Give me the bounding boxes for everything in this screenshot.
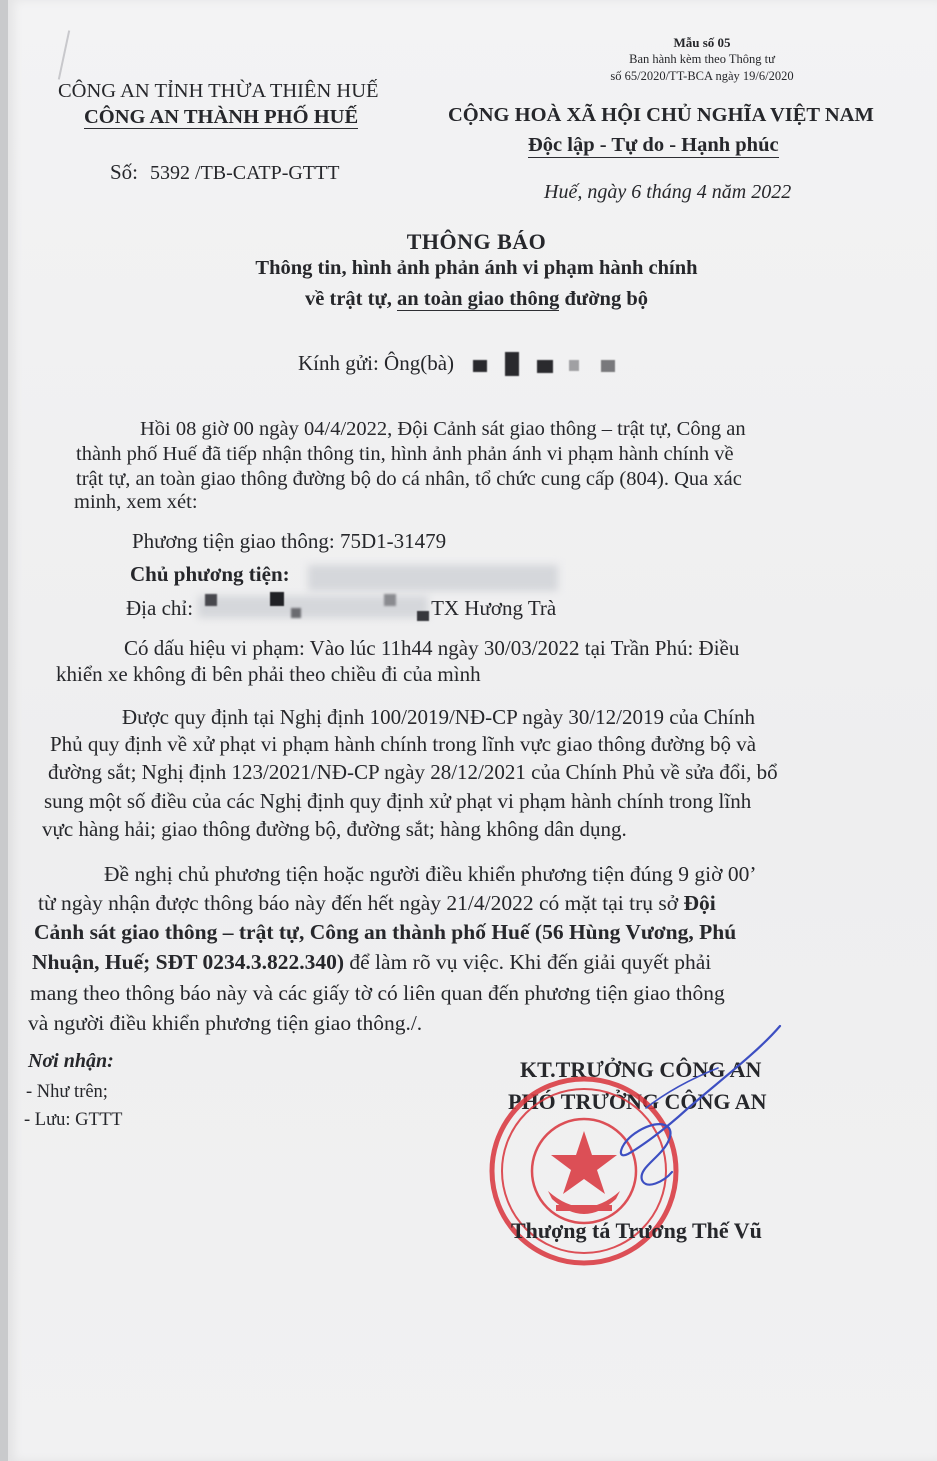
regulation-line: Phủ quy định về xử phạt vi phạm hành chính trong lĩnh vực giao thông đường bộ và (50, 732, 757, 756)
recipient-item: - Lưu: GTTT (24, 1110, 123, 1130)
paper-crease (58, 30, 70, 79)
regulation-line: Được quy định tại Nghị định 100/2019/NĐ-CP ngày 30/12/2019 của Chính (122, 705, 756, 729)
document-title: THÔNG BÁO (406, 229, 547, 254)
recipient-item: - Như trên; (26, 1082, 108, 1102)
recipients-heading: Nơi nhận: (28, 1050, 114, 1072)
form-number: Mẫu số 05 (673, 35, 731, 50)
handwritten-signature (568, 1022, 788, 1202)
violation-line: khiển xe không đi bên phải theo chiều đi của mình (56, 662, 481, 686)
form-circular-number: số 65/2020/TT-BCA ngày 19/6/2020 (610, 69, 794, 83)
body-line: Hồi 08 giờ 00 ngày 04/4/2022, Đội Cảnh sát giao thông – trật tự, Công an (140, 418, 746, 440)
regulation-line: sung một số điều của các Nghị định quy định xử phạt vi phạm hành chính trong lĩnh (44, 789, 752, 813)
document-number (110, 160, 339, 185)
document-number-label: Số: (110, 160, 139, 184)
national-title: CỘNG HOÀ XÃ HỘI CHỦ NGHĨA VIỆT NAM (448, 104, 874, 126)
national-motto: Độc lập - Tự do - Hạnh phúc (528, 134, 779, 156)
request-line: mang theo thông báo này và các giấy tờ có liên quan đến phương tiện giao thông (30, 981, 725, 1005)
document-subtitle-2: về trật tự, an toàn giao thông đường bộ (305, 288, 648, 310)
regulation-line: đường sắt; Nghị định 123/2021/NĐ-CP ngày 28/12/2021 của Chính Phủ về sửa đổi, bổ (48, 760, 778, 784)
document-subtitle-1: Thông tin, hình ảnh phản ánh vi phạm hành chính (255, 257, 698, 279)
request-line: Cảnh sát giao thông – trật tự, Công an thành phố Huế (56 Hùng Vương, Phú (34, 920, 737, 944)
body-line: trật tự, an toàn giao thông đường bộ do cá nhân, tổ chức cung cấp (804). Qua xác (76, 468, 742, 490)
signer-name: Thượng tá Trương Thế Vũ (511, 1218, 762, 1243)
document-date: Huế, ngày 6 tháng 4 năm 2022 (544, 181, 792, 203)
owner-address: Địa chỉ: TX Hương Trà (126, 596, 557, 620)
form-circular: Ban hành kèm theo Thông tư (629, 52, 775, 66)
request-line: Đề nghị chủ phương tiện hoặc người điều khiển phương tiện đúng 9 giờ 00’ (104, 862, 757, 886)
request-line: từ ngày nhận được thông báo này đến hết ngày 21/4/2022 có mặt tại trụ sở Đội (38, 891, 716, 915)
document-number-value: 5392 /TB-CATP-GTTT (150, 162, 340, 184)
vehicle-plate: Phương tiện giao thông: 75D1-31479 (132, 529, 447, 553)
body-line: thành phố Huế đã tiếp nhận thông tin, hình ảnh phản ánh vi phạm hành chính về (76, 443, 734, 465)
org-name: CÔNG AN THÀNH PHỐ HUẾ (84, 106, 359, 128)
redacted-owner (308, 565, 558, 591)
document-page (8, 0, 937, 1461)
form-reference (587, 34, 817, 85)
request-line: và người điều khiển phương tiện giao thông./. (28, 1011, 423, 1035)
request-line: Nhuận, Huế; SĐT 0234.3.822.340) để làm rõ vụ việc. Khi đến giải quyết phải (32, 950, 712, 974)
salutation: Kính gửi: Ông(bà) (298, 351, 623, 376)
signature-authority: KT.TRƯỞNG CÔNG AN (520, 1057, 762, 1082)
redacted-name (473, 354, 623, 376)
regulation-line: vực hàng hải; giao thông đường bộ, đường sắt; hàng không dân dụng. (42, 817, 627, 841)
violation-line: Có dấu hiệu vi phạm: Vào lúc 11h44 ngày 30/03/2022 tại Trần Phú: Điều (124, 636, 740, 660)
signature-position: PHÓ TRƯỞNG CÔNG AN (508, 1089, 767, 1114)
vehicle-owner: Chủ phương tiện: (130, 562, 290, 586)
org-parent: CÔNG AN TỈNH THỪA THIÊN HUẾ (58, 80, 379, 102)
body-line: minh, xem xét: (74, 491, 198, 513)
